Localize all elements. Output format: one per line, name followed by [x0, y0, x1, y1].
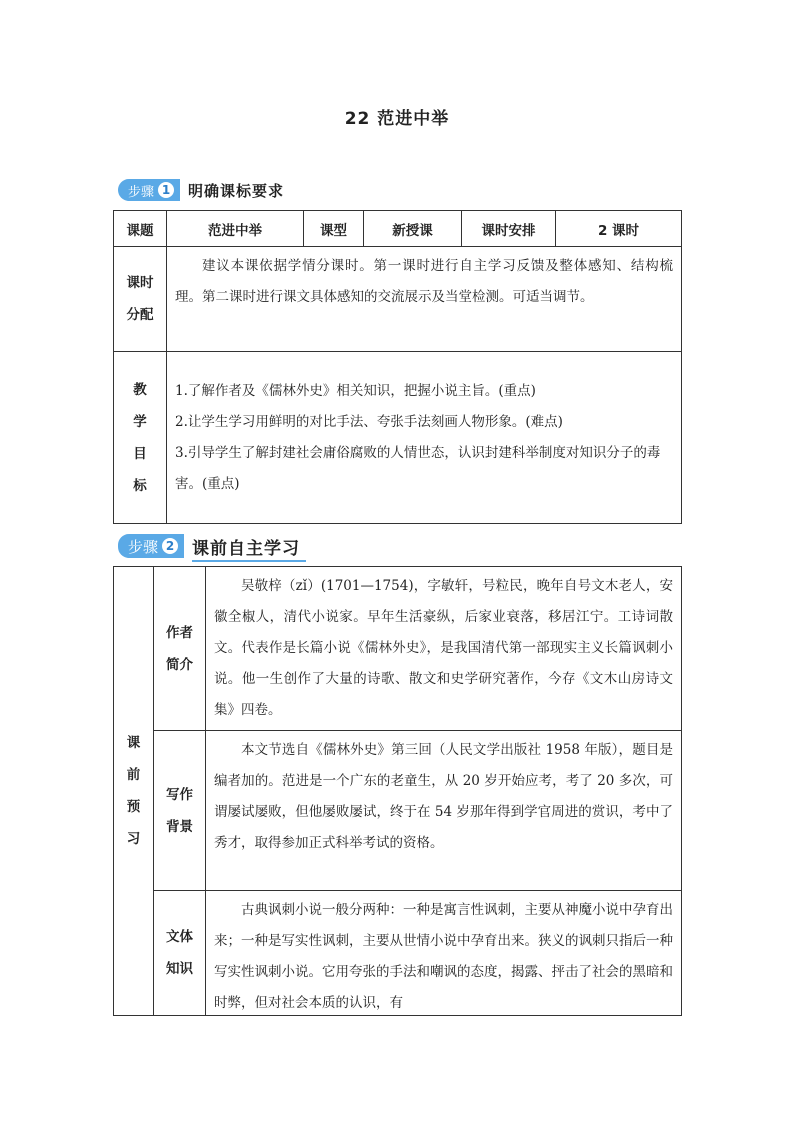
goals-row	[114, 352, 682, 524]
background-text-cell	[206, 731, 682, 891]
step-2-header	[118, 534, 300, 558]
step-title: 明确课标要求	[188, 181, 285, 200]
allocation-label: 课时 分配	[114, 247, 167, 352]
background-row	[114, 731, 682, 891]
title-underline	[192, 560, 306, 562]
step-badge-label: 步骤	[128, 537, 159, 556]
step-badge	[118, 179, 180, 201]
allocation-text: 建议本课依据学情分课时。第一课时进行自主学习反馈及整体感知、结构梳理。第二课时进行课文具体感知的交流展示及当堂检测。可适当调节。	[175, 258, 673, 305]
page-title: 22 范进中举	[344, 109, 450, 129]
genre-text: 古典讽刺小说一般分两种：一种是寓言性讽刺，主要从神魔小说中孕育出来；一种是写实性讽刺，主要从世情小说中孕育出来。狭义的讽刺只指后一种写实性讽刺小说。它用夸张的手法和嘲讽的态度，揭露、抨击了社会的黑暗和时弊，但对社会本质的认识，有	[214, 902, 673, 1011]
genre-row	[114, 891, 682, 1016]
background-text: 本文节选自《儒林外史》第三回（人民文学出版社 1958 年版），题目是编者加的。范进是一个广东的老童生，从 20 岁开始应考，考了 20 多次，可谓屡试屡败，但他屡败屡试，终于在 54 岁那年得到学官周进的赏识，考中了秀才，取得参加正式科举考试的资格。	[214, 742, 673, 851]
header-cell-topic-value: 范进中举	[167, 211, 304, 247]
author-text: 吴敬梓（zǐ）(1701—1754)，字敏轩，号粒民，晚年自号文木老人，安徽全椒人，清代小说家。早年生活豪纵，后家业衰落，移居江宁。工诗词散文。代表作是长篇小说《儒林外史》，是我国清代第一部现实主义长篇讽刺小说。他一生创作了大量的诗歌、散文和史学研究著作，今存《文木山房诗文集》四卷。	[214, 578, 673, 718]
allocation-row	[114, 247, 682, 352]
header-cell-schedule: 课时安排	[462, 211, 556, 247]
header-cell-type: 课型	[304, 211, 364, 247]
list-item: 3.引导学生了解封建社会庸俗腐败的人情世态，认识封建科举制度对知识分子的毒害。(重点)	[175, 444, 661, 492]
genre-label: 文体 知识	[154, 891, 206, 1016]
goals-list-cell	[167, 352, 682, 524]
preview-side-label: 课 前 预 习	[114, 567, 154, 1016]
author-row	[114, 567, 682, 731]
table-header-row	[114, 211, 682, 247]
allocation-text-cell	[167, 247, 682, 352]
author-text-cell	[206, 567, 682, 731]
genre-text-cell	[206, 891, 682, 1016]
step-title: 课前自主学习	[192, 534, 300, 559]
step-number-icon: 1	[158, 182, 174, 198]
list-item: 2.让学生学习用鲜明的对比手法、夸张手法刻画人物形象。(难点)	[175, 413, 563, 430]
header-cell-schedule-value: 2 课时	[556, 211, 682, 247]
course-requirements-table	[113, 210, 682, 524]
author-label: 作者 简介	[154, 567, 206, 731]
pre-class-study-table	[113, 566, 682, 1016]
step-badge	[118, 534, 184, 558]
background-label: 写作 背景	[154, 731, 206, 891]
list-item: 1.了解作者及《儒林外史》相关知识，把握小说主旨。(重点)	[175, 382, 536, 399]
step-1-header	[118, 178, 284, 202]
step-number-icon: 2	[162, 538, 178, 554]
goals-label: 教 学 目 标	[114, 352, 167, 524]
header-cell-type-value: 新授课	[364, 211, 462, 247]
header-cell-topic: 课题	[114, 211, 167, 247]
step-badge-label: 步骤	[128, 184, 155, 200]
